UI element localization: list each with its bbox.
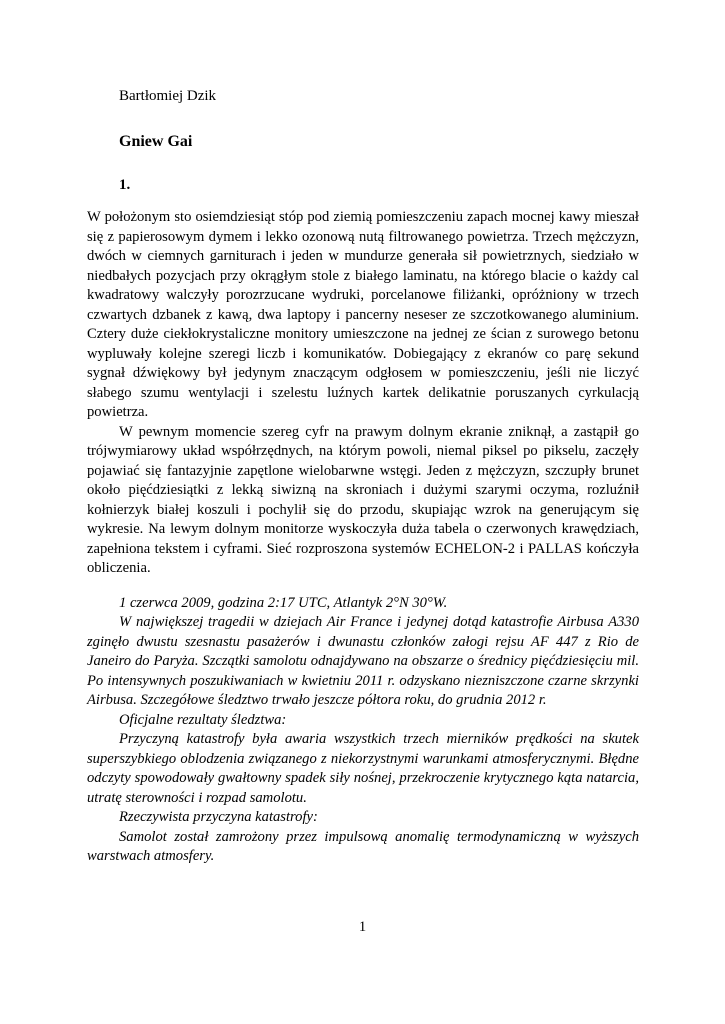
chapter-number: 1. [119,177,131,193]
paragraph: W pewnym momencie szereg cyfr na prawym dolnym ekranie zniknął, a zastąpił go trójwymiarowy układ współrzędnych, na którym powoli, niemal piksel po pikselu, zaczęły pojawiać się fantazyjnie zapętlone wielobarwne wstęgi. Jeden z mężczyzn, szczupły brunet około pięćdziesiątki z lekką siwizną na skroniach i dużymi szarymi oczyma, rozluźnił kołnierzyk białej koszuli i pochylił się do przodu, skupiając wzrok na generującym się wykresie. Na lewym dolnym monitorze wyskoczyła duża tabela o czerwonych krawędziach, zapełniona tekstem i cyframi. Sieć rozproszona systemów ECHELON-2 i PALLAS kończyła obliczenia. [87,423,639,576]
italic-paragraph: W największej tragedii w dziejach Air France i jedynej dotąd katastrofie Airbusa A330 zginęło dwustu szesnastu pasażerów i dwunastu członków załogi rejsu AF 447 z Rio de Janeiro do Paryża. Szczątki samolotu odnajdywano na obszarze o średnicy pięćdziesięciu mil. Po intensywnych poszukiwaniach w kwietniu 2011 r. odzyskano niezniszczone czarne skrzynki Airbusa. Szczegółowe śledztwo trwało jeszcze półtora roku, do grudnia 2012 r. [87,614,639,708]
paragraph: W położonym sto osiemdziesiąt stóp pod ziemią pomieszczeniu zapach mocnej kawy mieszał się z papierosowym dymem i lekko ozonową nutą filtrowanego powietrza. Trzech mężczyzn, dwóch w ciemnych garniturach i jeden w mundurze generała sił powietrznych, siedziało w niedbałych pozycjach przy okrągłym stole z białego laminatu, na którego blacie o każdy cal kwadratowy walczyły porozrzucane wydruki, porcelanowe filiżanki, opróżniony w trzech czwartych dzbanek z kawą, dwa laptopy i pancerny neseser ze szczotkowanego aluminium. Cztery duże ciekłokrystaliczne monitory umieszczone na jednej ze ścian z surowego betonu wypluwały kolejne szeregi liczb i komunikatów. Dobiegający z ekranów co parę sekund sygnał dźwiękowy był jedynym znaczącym odgłosem w pomieszczeniu, jeśli nie liczyć słabego szumu wentylacji i szelestu luźnych kartek delikatnie poruszanych cyrkulacją powietrza. [87,209,639,420]
story-body [87,208,639,867]
italic-paragraph-heading: Oficjalne rezultaty śledztwa: [119,711,287,728]
italic-paragraph-dateline: 1 czerwca 2009, godzina 2:17 UTC, Atlantyk 2°N 30°W. [119,594,448,611]
author-name: Bartłomiej Dzik [119,88,217,104]
italic-paragraph-heading: Rzeczywista przyczyna katastrofy: [119,809,318,825]
page-number: 1 [358,919,367,935]
italic-paragraph: Przyczyną katastrofy była awaria wszystkich trzech mierników prędkości na skutek superszybkiego oblodzenia związanego z niekorzystnymi warunkami atmosferycznymi. Błędne odczyty spowodowały gwałtowny spadek siły nośnej, przekroczenie krytycznego kąta natarcia, utratę sterowności i rozpad samolotu. [87,731,639,806]
story-title: Gniew Gai [119,133,193,150]
italic-paragraph: Samolot został zamrożony przez impulsową anomalię termodynamiczną w wyższych warstwach atmosfery. [87,828,639,864]
